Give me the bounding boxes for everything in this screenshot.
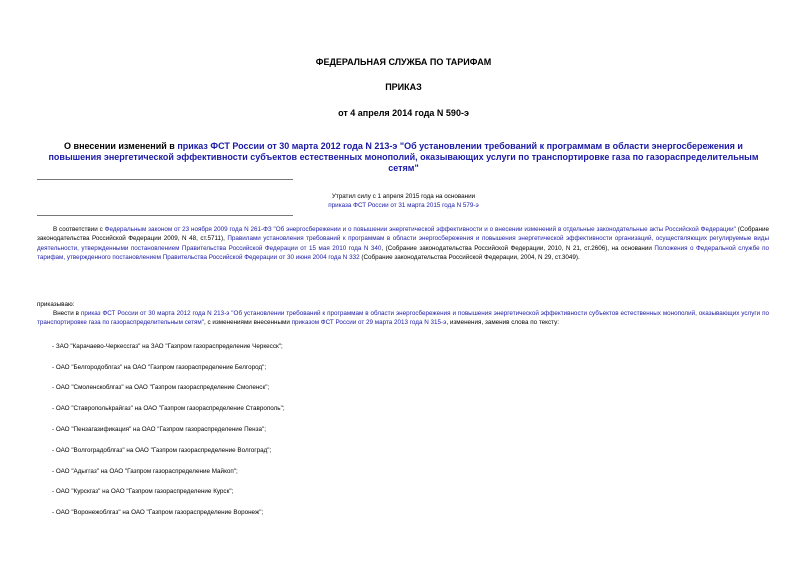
preamble-text-1: В соответствии с bbox=[53, 226, 105, 233]
order-text-1: Внести в bbox=[53, 310, 81, 317]
list-item: - ОАО "Курскгаз" на ОАО "Газпром газораспределение Курск"; bbox=[52, 488, 234, 495]
list-item: - ОАО "Смоленскоблгаз" на ОАО "Газпром газораспределение Смоленск"; bbox=[52, 384, 270, 391]
order-text-3: , изменения, заменив слова по тексту: bbox=[446, 319, 559, 327]
title-prefix: О внесении изменений в bbox=[64, 141, 178, 151]
list-item: - ОАО "Ставропольkрайгаз" на ОАО "Газпром газораспределение Ставрополь"; bbox=[52, 405, 285, 412]
list-item: - ЗАО "Карачаево-Черкессгаз" на ЗАО "Газпром газораспределение Черкесск"; bbox=[52, 343, 283, 350]
list-item: - ОАО "Волгоградоблгаз" на ОАО "Газпром газораспределение Волгоград"; bbox=[52, 447, 272, 454]
repeal-notice-link[interactable]: приказа ФСТ России от 31 марта 2015 года N 579-э bbox=[328, 202, 479, 209]
order-lead: приказываю: bbox=[37, 301, 75, 308]
order-text-2: , с изменениями внесенными bbox=[203, 319, 292, 327]
agency-name: ФЕДЕРАЛЬНАЯ СЛУЖБА ПО ТАРИФАМ bbox=[315, 57, 492, 67]
order-paragraph bbox=[37, 309, 769, 328]
list-item: - ОАО "Пензагазификация" на ОАО "Газпром газораспределение Пенза"; bbox=[52, 426, 266, 433]
title-link[interactable]: приказ ФСТ России от 30 марта 2012 года N 213-э "Об установлении требований к программам в области энергосбережения и повышения энергетической эффективности субъектов естественных монополий, оказывающих услуги по транспортировке газа по газораспределительным сетям" bbox=[48, 141, 759, 173]
divider-bottom bbox=[37, 215, 293, 216]
regulation-link[interactable]: Положения о Федеральной службе по тарифам, утвержденного постановлением Правительства Российской Федерации от 30 июня 2004 года N 332 bbox=[37, 244, 769, 262]
list-item: - ОАО "Воронежоблгаз" на ОАО "Газпром газораспределение Воронеж"; bbox=[52, 509, 264, 516]
preamble-paragraph bbox=[37, 225, 769, 263]
order-2012-link[interactable]: приказ ФСТ России от 30 марта 2012 года N 213-э "Об установлении требований к программам в области энергосбережения и повышения энергетической эффективности субъектов естественных монополий, оказывающих услуги по транспортировке газа по газораспределительным сетям" bbox=[37, 310, 769, 327]
rules-link[interactable]: Правилами установления требований к программам в области энергосбережения и повышения энергетической эффективности организаций, осуществляющих регулируемые виды деятельности, утвержденными постановлением Правительства Российской Федерации от 15 мая 2010 года N 340 bbox=[37, 235, 769, 252]
federal-law-link[interactable]: Федеральным законом от 23 ноября 2009 года N 261-ФЗ "Об энергосбережении и о повышении энергетической эффективности и о внесении изменений в отдельные законодательные акты Российской Федерации" bbox=[104, 226, 736, 233]
order-2013-link[interactable]: приказом ФСТ России от 29 марта 2013 года N 315-э bbox=[291, 319, 447, 327]
divider-top bbox=[37, 179, 293, 180]
document-title bbox=[40, 141, 767, 174]
preamble-text-4: (Собрание законодательства Российской Федерации, 2004, N 29, ст.3049). bbox=[359, 254, 580, 262]
list-item: - ОАО "Адыггаз" на ОАО "Газпром газораспределение Майкоп"; bbox=[52, 468, 238, 475]
preamble-text-3: , (Собрание законодательства Российской Федерации, 2010, N 21, ст.2606), на основании bbox=[381, 244, 655, 252]
preamble-text-2: (Собрание законодательства Российской Федерации 2009, N 48, ст.5711), bbox=[37, 226, 769, 243]
list-item: - ОАО "Белгородоблгаз" на ОАО "Газпром газораспределение Белгород"; bbox=[52, 364, 267, 371]
repeal-notice: Утратил силу с 1 апреля 2015 года на основании bbox=[331, 193, 476, 200]
document-type: ПРИКАЗ bbox=[385, 82, 422, 92]
document-date: от 4 апреля 2014 года N 590-э bbox=[338, 108, 469, 118]
